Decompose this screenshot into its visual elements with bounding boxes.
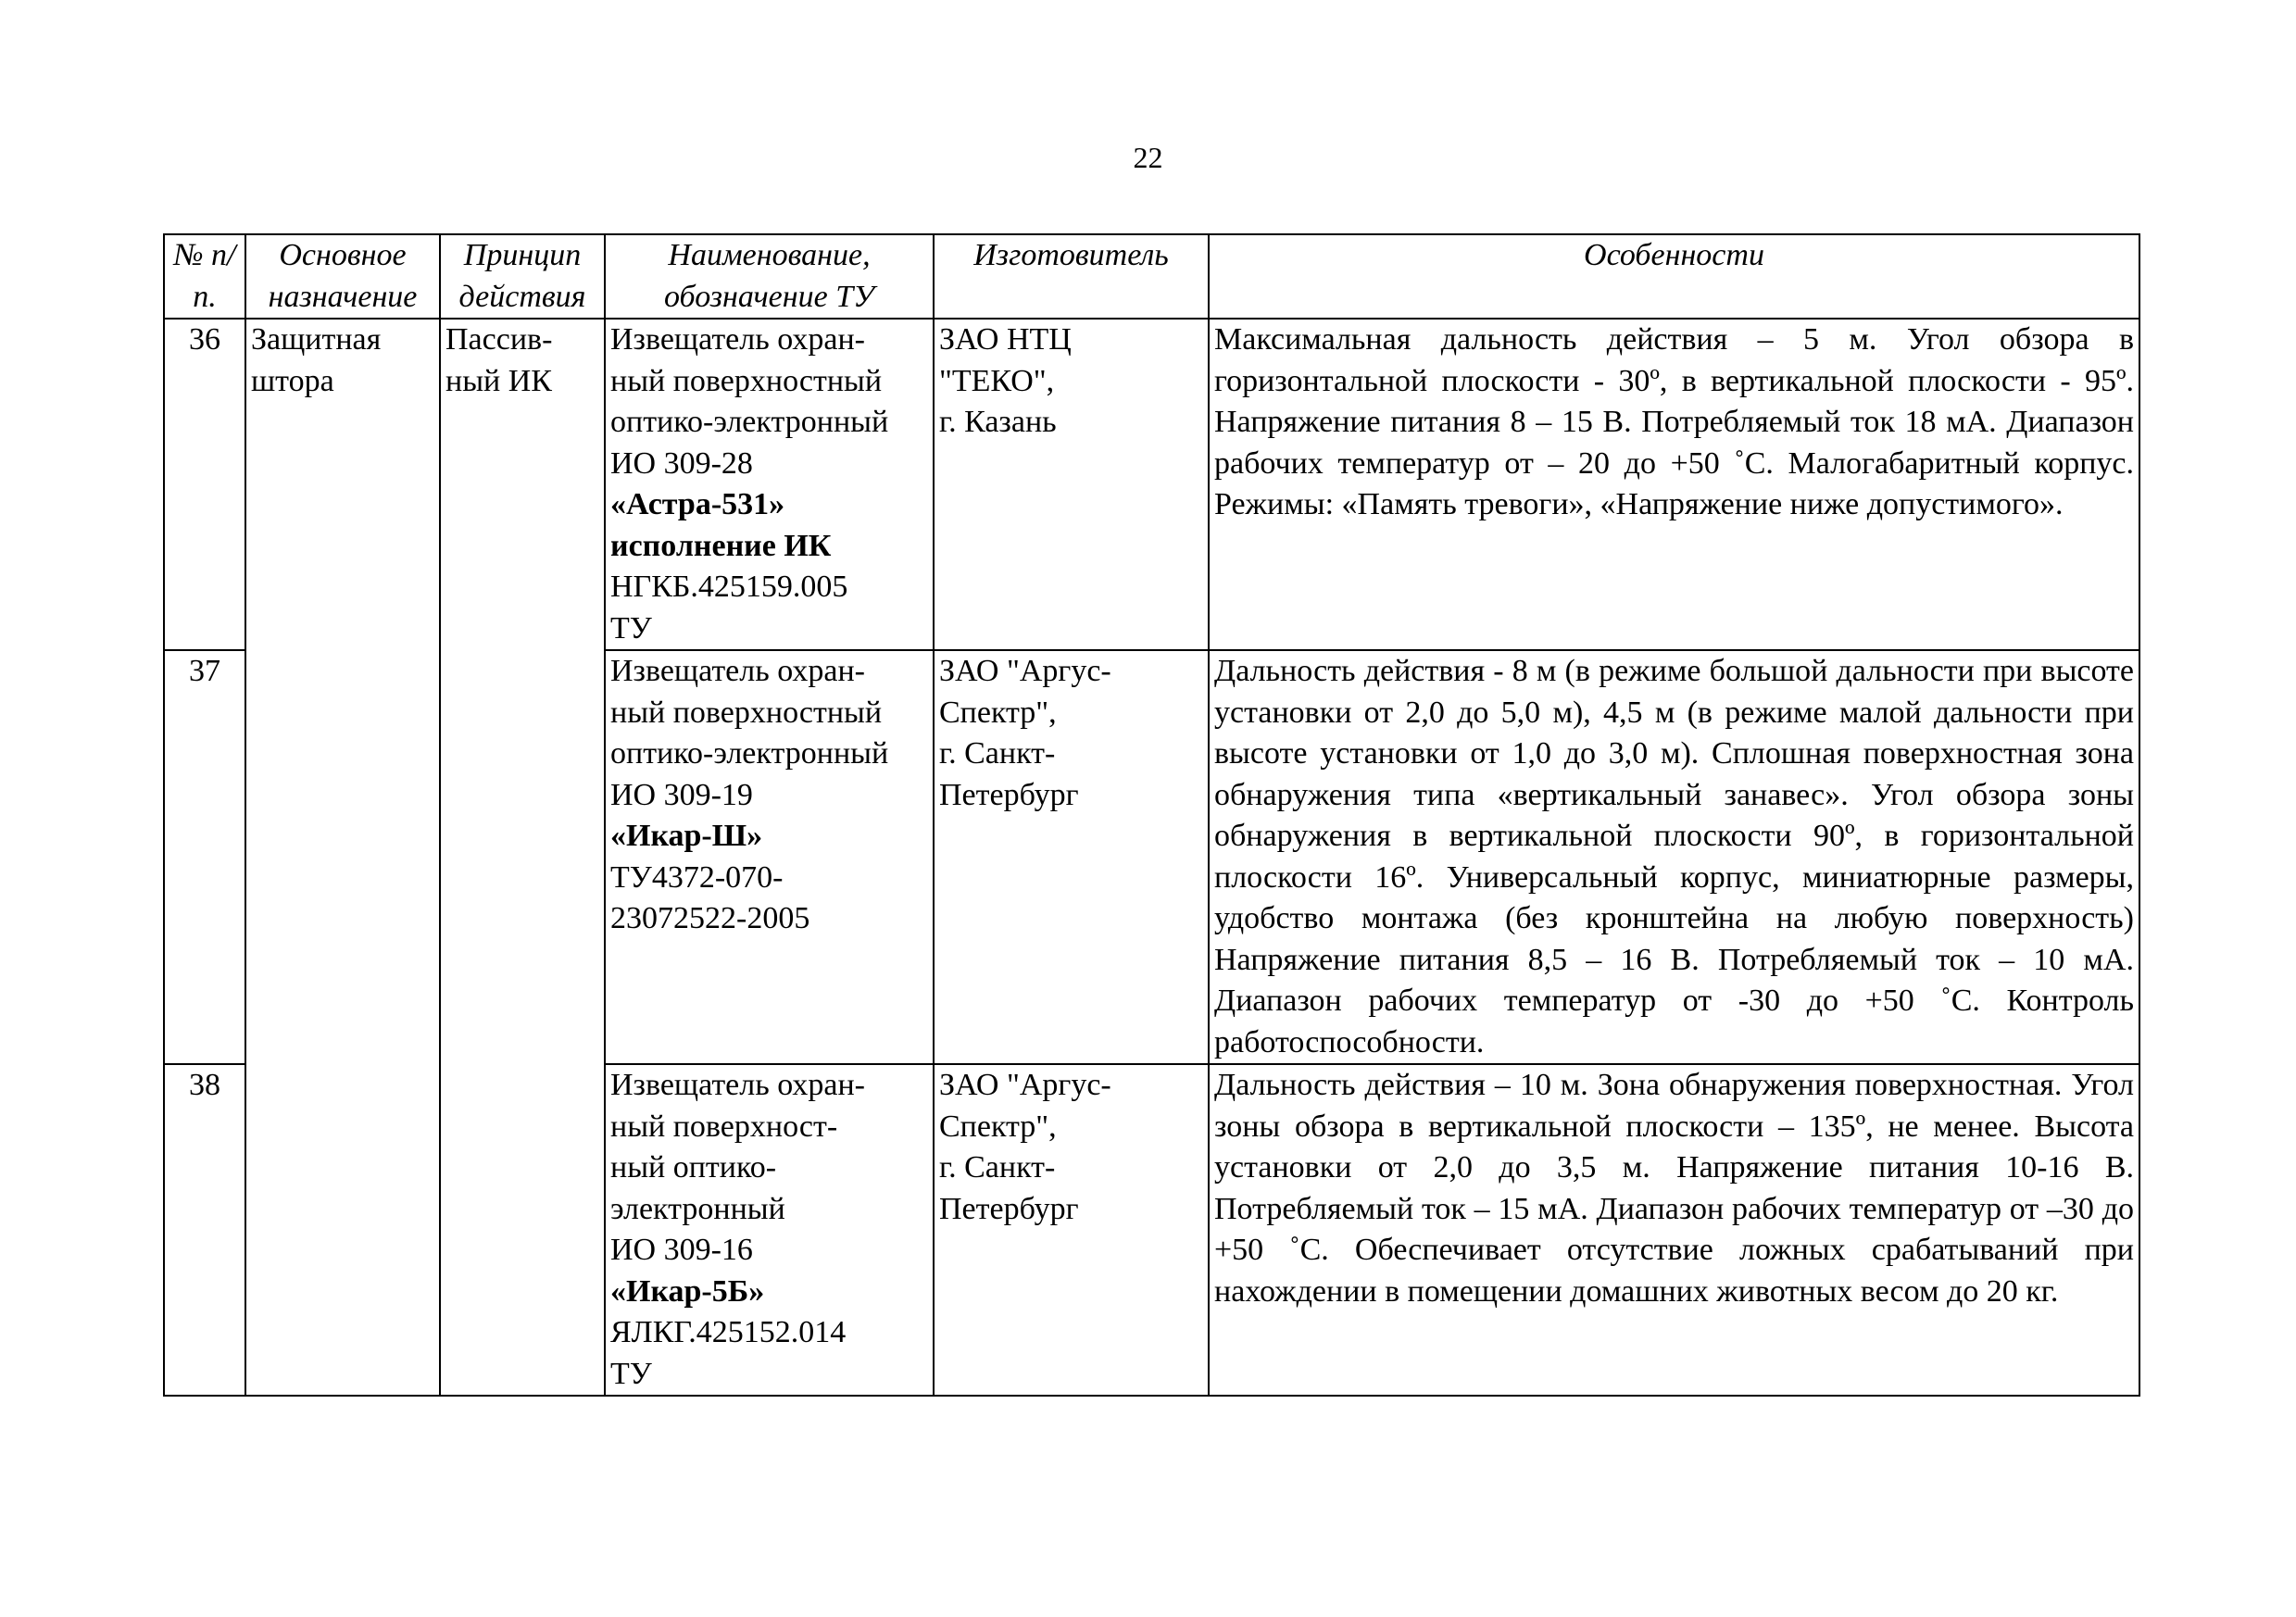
cell-name — [605, 1064, 934, 1396]
spec-code: НГКБ.425159.005 ТУ — [610, 570, 848, 646]
detectors-table — [163, 233, 2140, 1397]
name-text: Извещатель охран- ный поверхностный оптико-электронный ИО 309-19 — [610, 654, 889, 812]
row-number: 37 — [164, 650, 245, 1064]
cell-features: Максимальная дальность действия – 5 м. Угол обзора в горизонтальной плоскости - 30º, в вертикальной плоскости - 95º. Напряжение питания 8 – 15 В. Потребляемый ток 18 мА. Диапазон рабочих температур от – 20 до +50 ˚С. Малогабаритный корпус. Режимы: «Память тревоги», «Напряжение ниже допустимого». — [1209, 319, 2139, 650]
cell-features: Дальность действия – 10 м. Зона обнаружения поверхностная. Угол зоны обзора в вертикальной плоскости – 135º, не менее. Высота установки от 2,0 до 3,5 м. Напряжение питания 10-16 В. Потребляемый ток – 15 мА. Диапазон рабочих температур от –30 до +50 ˚С. Обеспечивает отсутствие ложных срабатываний при нахождении в помещении домашних животных весом до 20 кг. — [1209, 1064, 2139, 1396]
cell-name — [605, 319, 934, 650]
header-name: Наименование, обозначение ТУ — [605, 234, 934, 319]
row-number: 36 — [164, 319, 245, 650]
name-text: Извещатель охран- ный поверхност- ный оптико- электронный ИО 309-16 — [610, 1068, 866, 1267]
name-text: Извещатель охран- ный поверхностный оптико-электронный ИО 309-28 — [610, 322, 889, 481]
page-number: 22 — [1133, 141, 1163, 174]
cell-principle: Пассив- ный ИК — [440, 319, 605, 1396]
cell-manufacturer: ЗАО "Аргус- Спектр", г. Санкт- Петербург — [934, 1064, 1209, 1396]
spec-code: ТУ4372-070- 23072522-2005 — [610, 859, 810, 935]
header-features: Особенности — [1209, 234, 2139, 319]
header-manufacturer: Изготовитель — [934, 234, 1209, 319]
header-purpose: Основное назначение — [245, 234, 440, 319]
table-header-row — [164, 234, 2139, 319]
cell-purpose: Защитная штора — [245, 319, 440, 1396]
cell-manufacturer: ЗАО НТЦ "ТЕКО", г. Казань — [934, 319, 1209, 650]
model-name: «Икар-Ш» — [610, 819, 763, 853]
cell-name — [605, 650, 934, 1064]
cell-features: Дальность действия - 8 м (в режиме большой дальности при высоте установки от 2,0 до 5,0 м), 4,5 м (в режиме малой дальности при высоте установки от 1,0 до 3,0 м). Сплошная поверхностная зона обнаружения типа «вертикальный занавес». Угол обзора зоны обнаружения в вертикальной плоскости 90º, в горизонтальной плоскости 16º. Универсальный корпус, миниатюрные размеры, удобство монтажа (без кронштейна на любую поверхность) Напряжение питания 8,5 – 16 В. Потребляемый ток – 10 мА. Диапазон рабочих температур от -30 до +50 ˚С. Контроль работоспособности. — [1209, 650, 2139, 1064]
model-name: «Икар-5Б» — [610, 1273, 765, 1309]
header-principle: Принцип действия — [440, 234, 605, 319]
table-row — [164, 319, 2139, 650]
model-name: «Астра-531» исполнение ИК — [610, 487, 832, 563]
cell-manufacturer: ЗАО "Аргус- Спектр", г. Санкт- Петербург — [934, 650, 1209, 1064]
row-number: 38 — [164, 1064, 245, 1396]
header-num: № п/п. — [164, 234, 245, 319]
spec-code: ЯЛКГ.425152.014 ТУ — [610, 1315, 847, 1391]
